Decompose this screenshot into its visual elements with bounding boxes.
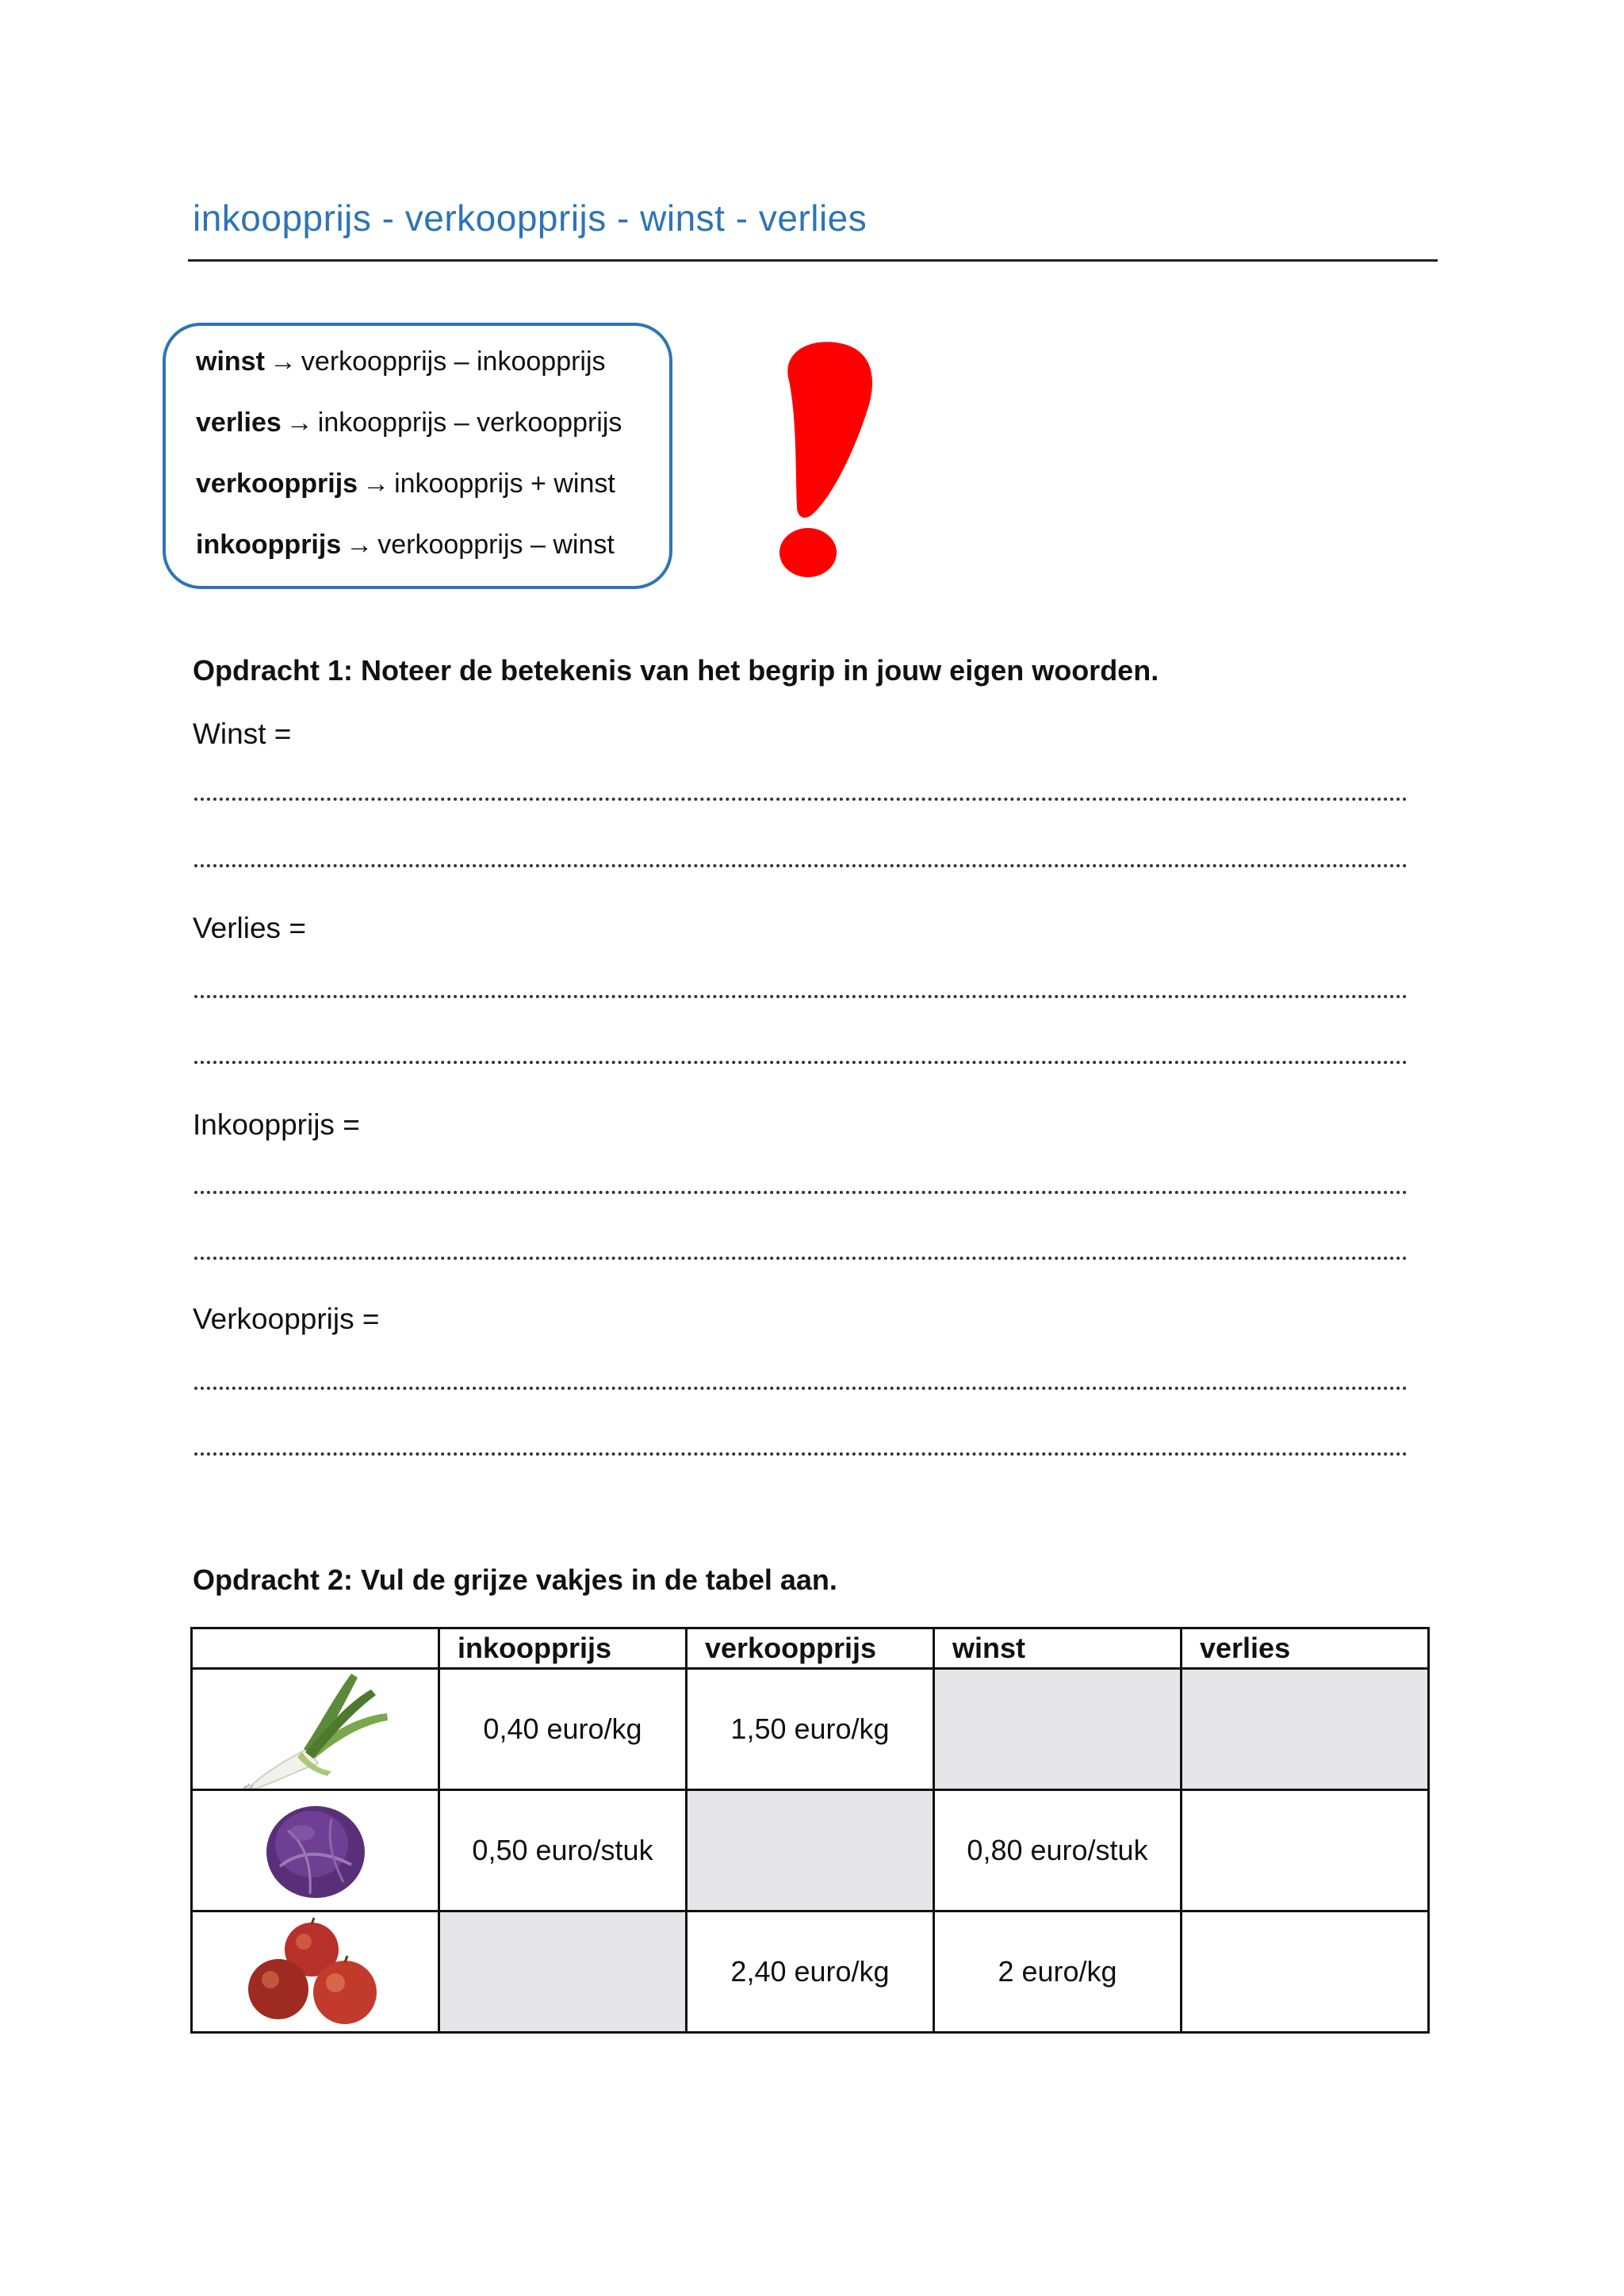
column-header-verlies: verlies <box>1182 1628 1429 1669</box>
answer-line-inkoopprijs-1[interactable] <box>194 1191 1408 1194</box>
rule-inkoopprijs <box>196 530 615 561</box>
rule-verlies <box>196 408 622 438</box>
product-cell <box>192 1669 439 1790</box>
column-header-product <box>192 1628 439 1669</box>
rule-formula: verkoopprijs – inkoopprijs <box>301 346 606 377</box>
cell-verlies-input[interactable] <box>1182 1669 1429 1790</box>
rule-term: verkoopprijs <box>196 469 358 499</box>
term-winst: Winst = <box>193 718 292 750</box>
answer-line-verlies-1[interactable] <box>194 995 1408 998</box>
cell-verlies <box>1182 1790 1429 1911</box>
leek-image <box>232 1670 399 1789</box>
answer-line-inkoopprijs-2[interactable] <box>194 1257 1408 1260</box>
answer-line-verlies-2[interactable] <box>194 1061 1408 1064</box>
rule-term: verlies <box>196 408 282 438</box>
column-header-winst: winst <box>934 1628 1182 1669</box>
answer-line-verkoopprijs-2[interactable] <box>194 1452 1408 1456</box>
rule-formula: inkoopprijs + winst <box>394 469 615 499</box>
term-verkoopprijs: Verkoopprijs = <box>193 1303 380 1335</box>
cell-inkoopprijs: 0,40 euro/kg <box>439 1669 687 1790</box>
term-verlies: Verlies = <box>193 912 306 944</box>
cell-verkoopprijs: 2,40 euro/kg <box>687 1911 934 2033</box>
cell-inkoopprijs-input[interactable] <box>439 1911 687 2033</box>
cell-inkoopprijs: 0,50 euro/stuk <box>439 1790 687 1911</box>
rule-term: winst <box>196 346 265 377</box>
table-row <box>192 1790 1429 1911</box>
table-header-row <box>192 1628 1429 1669</box>
arrow-icon: → <box>362 469 390 499</box>
assignment2-heading: Opdracht 2: Vul de grijze vakjes in de tabel aan. <box>193 1563 837 1596</box>
table-row <box>192 1911 1429 2033</box>
rule-verkoopprijs <box>196 469 615 499</box>
rule-term: inkoopprijs <box>196 530 342 560</box>
answer-line-winst-1[interactable] <box>194 798 1408 801</box>
title-underline <box>188 259 1438 262</box>
arrow-icon: → <box>269 346 297 377</box>
rule-formula: verkoopprijs – winst <box>377 530 615 560</box>
rule-formula: inkoopprijs – verkoopprijs <box>317 408 622 438</box>
arrow-icon: → <box>346 530 373 560</box>
answer-line-winst-2[interactable] <box>194 864 1408 867</box>
cell-winst-input[interactable] <box>934 1669 1182 1790</box>
cell-winst: 0,80 euro/stuk <box>934 1790 1182 1911</box>
apples-image <box>240 1916 391 2027</box>
exclamation-icon <box>773 337 876 579</box>
cell-verkoopprijs: 1,50 euro/kg <box>687 1669 934 1790</box>
product-cell <box>192 1790 439 1911</box>
cell-verkoopprijs-input[interactable] <box>687 1790 934 1911</box>
column-header-inkoopprijs: inkoopprijs <box>439 1628 687 1669</box>
column-header-verkoopprijs: verkoopprijs <box>687 1628 934 1669</box>
red-cabbage-image <box>256 1795 375 1906</box>
assignment1-heading: Opdracht 1: Noteer de betekenis van het begrip in jouw eigen woorden. <box>193 654 1159 687</box>
cell-verlies <box>1182 1911 1429 2033</box>
product-cell <box>192 1911 439 2033</box>
term-inkoopprijs: Inkoopprijs = <box>193 1108 360 1141</box>
answer-line-verkoopprijs-1[interactable] <box>194 1387 1408 1390</box>
table-row <box>192 1669 1429 1790</box>
arrow-icon: → <box>285 408 313 438</box>
rule-winst <box>196 346 606 377</box>
rules-box <box>163 323 672 589</box>
cell-winst: 2 euro/kg <box>934 1911 1182 2033</box>
page-title: inkoopprijs - verkoopprijs - winst - verlies <box>193 197 868 239</box>
price-table <box>190 1627 1430 2034</box>
